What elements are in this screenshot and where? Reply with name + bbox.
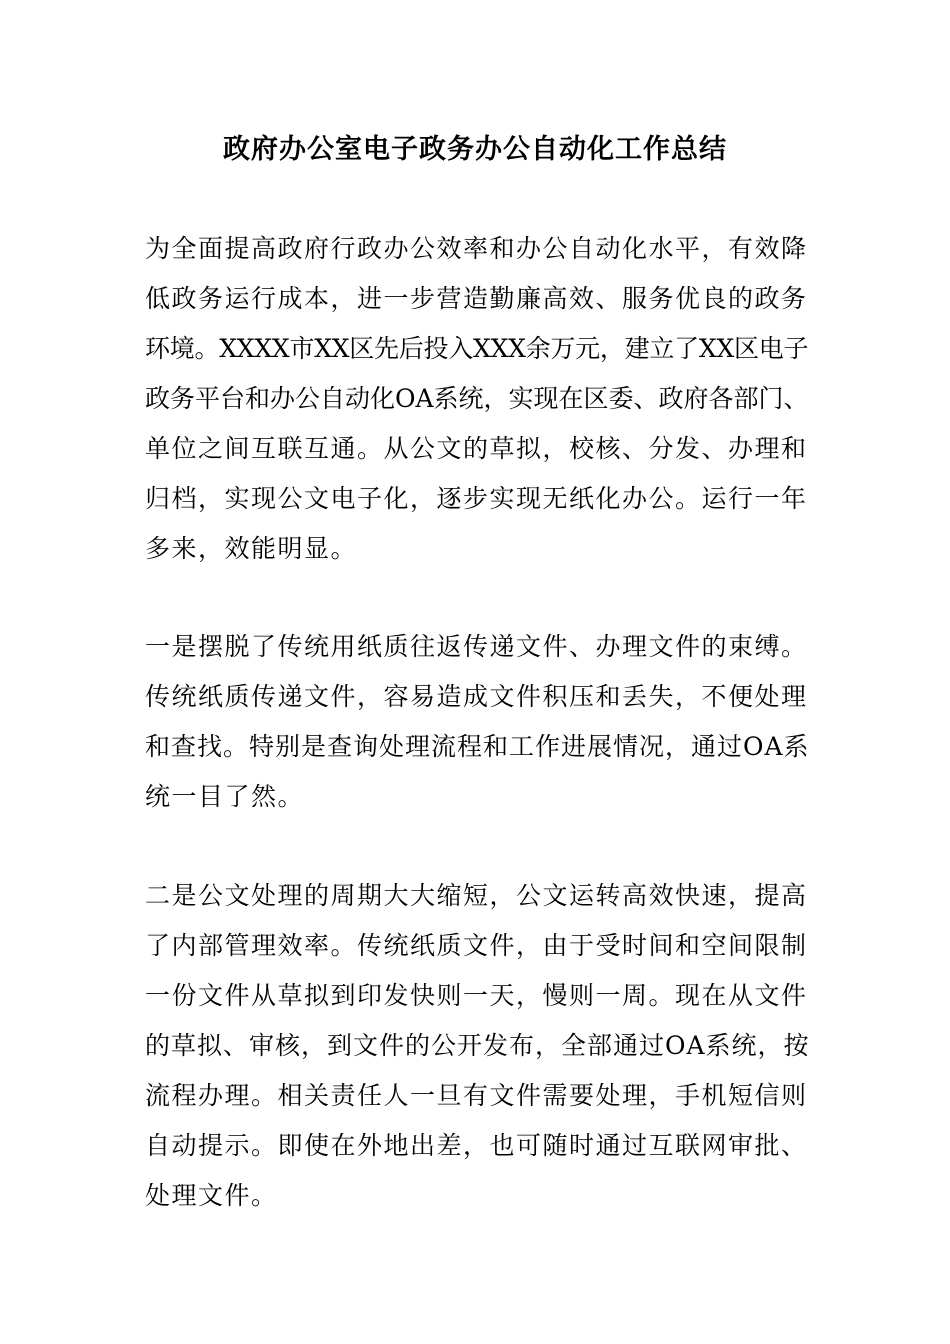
paragraph-point-two xyxy=(145,871,810,1221)
paragraph-intro xyxy=(145,224,810,574)
paragraph-line: 低政务运行成本，进一步营造勤廉高效、服务优良的政务 xyxy=(145,284,808,313)
document-title: 政府办公室电子政务办公自动化工作总结 xyxy=(223,134,727,165)
paragraph-line: 单位之间互联互通。从公文的草拟，校核、分发、办理和 xyxy=(145,434,808,463)
paragraph-line: 统一目了然。 xyxy=(145,782,305,811)
paragraph-line: 处理文件。 xyxy=(145,1181,278,1210)
paragraph-line: 一份文件从草拟到印发快则一天，慢则一周。现在从文件 xyxy=(145,981,808,1010)
paragraph-line: 流程办理。相关责任人一旦有文件需要处理，手机短信则 xyxy=(145,1081,808,1110)
paragraph-point-one xyxy=(145,622,810,822)
paragraph-line: 政务平台和办公自动化OA系统，实现在区委、政府各部门、 xyxy=(145,384,809,413)
paragraph-line: 归档，实现公文电子化，逐步实现无纸化办公。运行一年 xyxy=(145,484,808,513)
paragraph-line: 的草拟、审核，到文件的公开发布，全部通过OA系统，按 xyxy=(145,1031,810,1060)
paragraph-line: 传统纸质传递文件，容易造成文件积压和丢失，不便处理 xyxy=(145,682,808,711)
paragraph-line: 环境。XXXX市XX区先后投入XXX余万元，建立了XX区电子 xyxy=(145,334,809,363)
paragraph-line: 多来，效能明显。 xyxy=(145,534,358,563)
paragraph-line: 二是公文处理的周期大大缩短，公文运转高效快速，提高 xyxy=(145,881,808,910)
paragraph-line: 为全面提高政府行政办公效率和办公自动化水平，有效降 xyxy=(145,234,808,263)
paragraph-line: 一是摆脱了传统用纸质往返传递文件、办理文件的束缚。 xyxy=(145,632,808,661)
paragraph-line: 和查找。特别是查询处理流程和工作进展情况，通过OA系 xyxy=(145,732,810,761)
paragraph-line: 自动提示。即使在外地出差，也可随时通过互联网审批、 xyxy=(145,1131,808,1160)
paragraph-line: 了内部管理效率。传统纸质文件，由于受时间和空间限制 xyxy=(145,931,808,960)
